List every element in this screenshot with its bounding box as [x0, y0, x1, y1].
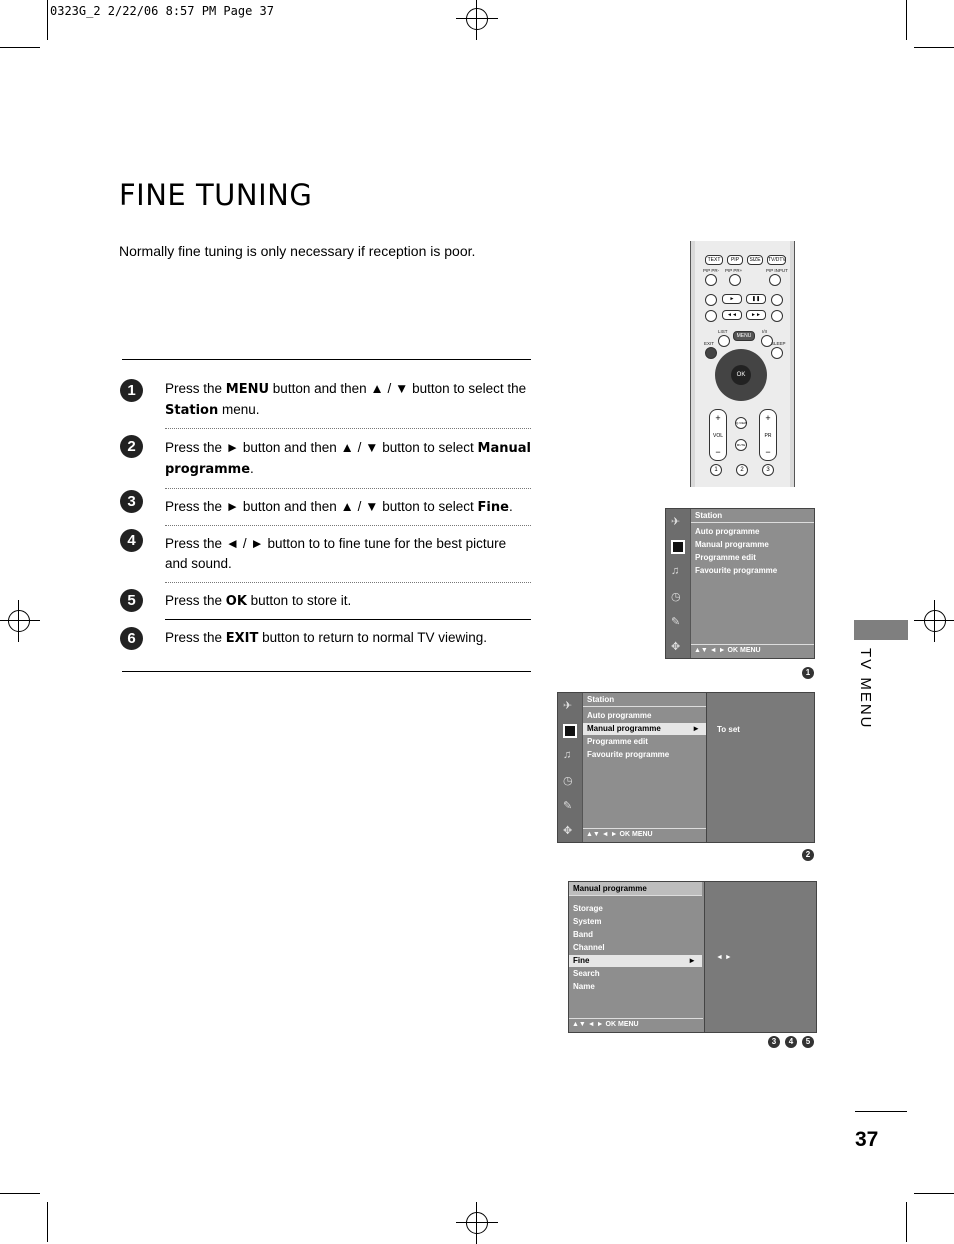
sound-icon: ♫ [563, 749, 572, 761]
crop-mark [47, 0, 48, 40]
menu-item[interactable]: Auto programme [587, 711, 652, 720]
rewind-icon: ◄◄ [722, 310, 742, 320]
menu-item[interactable]: Band [573, 930, 593, 939]
step-number: 1 [120, 379, 143, 402]
programme-rocker: + PR − [759, 409, 777, 461]
page-number: 37 [855, 1128, 879, 1151]
step-text: Press the MENU button and then ▲ / ▼ button to select the Station menu. [165, 381, 527, 418]
crop-mark [914, 47, 954, 48]
stop-button-icon [705, 294, 717, 306]
menu-item[interactable]: System [573, 917, 602, 926]
remote-button [705, 274, 717, 286]
divider [165, 488, 531, 489]
menu-item[interactable]: Favourite programme [587, 750, 670, 759]
print-slug: 0323G_2 2/22/06 8:57 PM Page 37 [50, 4, 274, 18]
ok-button: OK [731, 365, 751, 385]
remote-button [771, 347, 783, 359]
registration-mark [462, 1208, 492, 1238]
crop-mark [914, 1193, 954, 1194]
osd-station-menu [665, 508, 815, 659]
step-number: 5 [120, 589, 143, 612]
screen-badge: 5 [802, 1036, 814, 1048]
remote-label: PIP PR+ [725, 268, 743, 273]
page-title: FINE TUNING [119, 178, 313, 212]
divider [165, 525, 531, 526]
remote-button [729, 274, 741, 286]
menu-item[interactable]: Programme edit [695, 553, 756, 562]
satellite-icon: ✈ [563, 700, 573, 712]
remote-control-illustration [690, 241, 795, 487]
remote-button: PIP [727, 255, 743, 265]
record-button-icon [771, 294, 783, 306]
special-icon: ✎ [671, 616, 681, 628]
step-text: Press the OK button to store it. [165, 593, 352, 609]
skip-forward-icon [771, 310, 783, 322]
step-number: 3 [120, 490, 143, 513]
remote-label: LIST [718, 329, 728, 334]
arrow-right-icon: ► [692, 724, 700, 733]
number-button: 3 [762, 464, 774, 476]
osd-header: Station [583, 693, 706, 707]
remote-label: SLEEP [771, 341, 786, 346]
menu-item[interactable]: Programme edit [587, 737, 648, 746]
number-button: 1 [710, 464, 722, 476]
menu-item[interactable]: Channel [573, 943, 605, 952]
osd-right-panel [706, 693, 814, 842]
screen-badge: 4 [785, 1036, 797, 1048]
time-icon: ◷ [563, 775, 573, 787]
fast-forward-icon: ►► [746, 310, 766, 320]
menu-item[interactable]: Search [573, 969, 600, 978]
divider [165, 619, 531, 620]
divider [122, 359, 531, 360]
screen-badge: 3 [768, 1036, 780, 1048]
menu-item-selected[interactable]: Manual programme ► [583, 723, 706, 735]
osd-manual-programme [568, 881, 817, 1033]
divider [122, 671, 531, 672]
osd-station-menu-selected [557, 692, 815, 843]
osd-header: Manual programme [569, 882, 702, 896]
remote-button [705, 347, 717, 359]
picture-icon [563, 724, 577, 738]
registration-mark [4, 606, 34, 636]
menu-item-selected[interactable]: Fine ► [569, 955, 702, 967]
osd-icon-strip [666, 509, 691, 658]
menu-item[interactable]: Manual programme [695, 540, 769, 549]
qview-button: Q.VIEW [735, 417, 747, 429]
play-button-icon: ► [722, 294, 742, 304]
remote-button: MENU [733, 331, 755, 341]
sound-icon: ♫ [671, 565, 680, 577]
remote-button: TV/DTV [768, 257, 786, 263]
step-number: 2 [120, 435, 143, 458]
number-button: 2 [736, 464, 748, 476]
osd-footer: ▲▼ ◄ ► OK MENU [583, 828, 706, 841]
osd-footer: ▲▼ ◄ ► OK MENU [569, 1018, 703, 1031]
screen-badge: 1 [802, 667, 814, 679]
osd-icon-strip [558, 693, 583, 842]
crop-mark [47, 1202, 48, 1242]
registration-mark [462, 4, 492, 34]
remote-label: PIP PR- [703, 268, 720, 273]
remote-button: TEXT [705, 255, 723, 265]
adjust-arrows-icon: ◄ ► [716, 954, 732, 961]
section-label: TV MENU [857, 648, 874, 730]
osd-right-panel [704, 882, 816, 1032]
osd-footer: ▲▼ ◄ ► OK MENU [691, 644, 814, 657]
step-text: Press the ◄ / ► button to to fine tune for the best picture and sound. [165, 536, 507, 571]
menu-item[interactable]: Auto programme [695, 527, 760, 536]
pause-button-icon: ❚❚ [746, 294, 766, 304]
remote-label: I/II [762, 329, 768, 334]
section-tab [854, 620, 908, 640]
crop-mark [906, 0, 907, 40]
divider [855, 1111, 907, 1112]
remote-label: PIP INPUT [766, 268, 788, 273]
step-number: 6 [120, 627, 143, 650]
intro-text: Normally fine tuning is only necessary if reception is poor. [119, 243, 476, 259]
mute-button: MUTE [735, 439, 747, 451]
crop-mark [0, 1193, 40, 1194]
menu-item[interactable]: Name [573, 982, 595, 991]
remote-button: SIZE [747, 255, 763, 265]
crop-mark [0, 47, 40, 48]
menu-item[interactable]: Favourite programme [695, 566, 778, 575]
divider [165, 582, 531, 583]
step-text: Press the ► button and then ▲ / ▼ button to select Fine. [165, 499, 513, 515]
remote-button [718, 335, 730, 347]
step-number: 4 [120, 529, 143, 552]
screen-badge: 2 [802, 849, 814, 861]
step-text: Press the EXIT button to return to normal TV viewing. [165, 630, 488, 646]
skip-back-icon [705, 310, 717, 322]
remote-label: EXIT [704, 341, 715, 346]
volume-rocker: + VOL − [709, 409, 727, 461]
osd-header: Station [691, 509, 814, 523]
menu-item[interactable]: Storage [573, 904, 603, 913]
satellite-icon: ✈ [671, 516, 681, 528]
time-icon: ◷ [671, 591, 681, 603]
special-icon: ✎ [563, 800, 573, 812]
screen-icon: ✥ [671, 641, 681, 653]
screen-icon: ✥ [563, 825, 573, 837]
crop-mark [906, 1202, 907, 1242]
right-panel-text: To set [717, 725, 740, 734]
step-text: Press the ► button and then ▲ / ▼ button to select Manual programme. [165, 440, 531, 477]
picture-icon [671, 540, 685, 554]
arrow-right-icon: ► [688, 956, 696, 965]
divider [165, 428, 531, 429]
remote-button [769, 274, 781, 286]
registration-mark [920, 606, 950, 636]
